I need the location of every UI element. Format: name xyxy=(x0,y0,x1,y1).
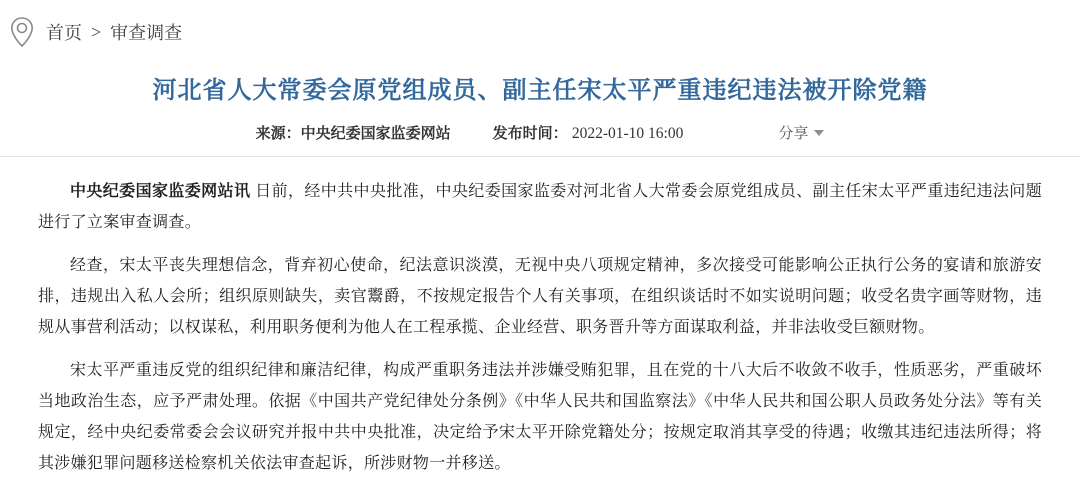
publish-time-label: 发布时间： xyxy=(492,125,568,142)
source-group xyxy=(256,122,451,143)
paragraph-2-text: 经查，宋太平丧失理想信念，背弃初心使命，纪法意识淡漠，无视中央八项规定精神，多次接受可能影响公正执行公务的宴请和旅游安排，违规出入私人会所；组织原则缺失，卖官鬻爵，不按规定报告个人有关事项，在组织谈话时不如实说明问题；收受名贵字画等财物，违规从事营利活动；以权谋私，利用职务便利为他人在工程承揽、企业经营、职务晋升等方面谋取利益，并非法收受巨额财物。 xyxy=(38,257,1042,336)
paragraph-1 xyxy=(38,176,1042,238)
article-title: 河北省人大常委会原党组成员、副主任宋太平严重违纪违法被开除党籍 xyxy=(152,78,928,104)
share-button[interactable] xyxy=(778,122,824,143)
paragraph-3-text: 宋太平严重违反党的组织纪律和廉洁纪律，构成严重职务违法并涉嫌受贿犯罪，且在党的十八大后不收敛不收手，性质恶劣，严重破坏当地政治生态，应予严肃处理。依据《中国共产党纪律处分条例》《中华人民共和国监察法》《中华人民共和国公职人员政务处分法》等有关规定，经中央纪委常委会会议研究并报中共中央批准，决定给予宋太平开除党籍处分；按规定取消其享受的待遇；收缴其违纪违法所得；将其涉嫌犯罪问题移送检察机关依法审查起诉，所涉财物一并移送。 xyxy=(38,362,1042,472)
breadcrumb-separator: > xyxy=(91,21,102,42)
paragraph-2 xyxy=(38,250,1042,343)
source-value: 中央纪委国家监委网站 xyxy=(300,125,451,142)
source-label: 来源： xyxy=(255,125,301,142)
share-label: 分享 xyxy=(778,125,809,142)
breadcrumb-home-link[interactable]: 首页 xyxy=(46,23,82,43)
publish-time-value: 2022-01-10 16:00 xyxy=(571,125,684,142)
paragraph-3 xyxy=(38,355,1042,479)
publish-group xyxy=(493,122,684,143)
breadcrumb xyxy=(0,0,1080,48)
article-meta xyxy=(0,122,1080,143)
chevron-down-icon xyxy=(814,130,824,136)
paragraph-1-lead: 中央纪委国家监委网站讯 xyxy=(70,183,251,200)
article-body xyxy=(0,157,1080,479)
location-pin-icon xyxy=(9,16,35,48)
paragraph-1-text: 日前，经中共中央批准，中央纪委国家监委对河北省人大常委会原党组成员、副主任宋太平严重违纪违法问题进行了立案审查调查。 xyxy=(38,183,1042,231)
breadcrumb-section-link[interactable]: 审查调查 xyxy=(110,23,183,43)
